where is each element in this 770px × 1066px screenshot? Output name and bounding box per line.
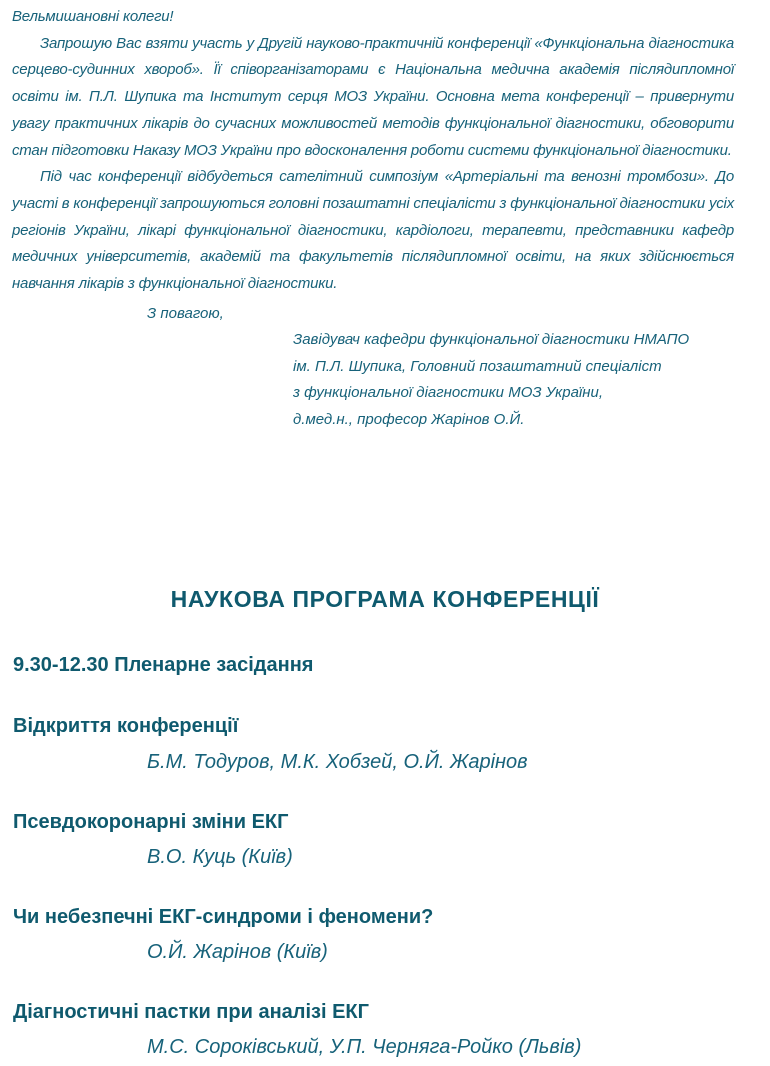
- letter-paragraph-1: Запрошую Вас взяти участь у Другій науково-практичній конференції «Функціональна діагностика серцево-судинних хвороб». Її співорганізаторами є Національна медична академія післядипломної освіти ім. П.Л. Шупика та Інститут серця МОЗ України. Основна мета конференції – привернути увагу практичних лікарів до сучасних можливостей методів функціональної діагностики, обговорити стан підготовки Наказу МОЗ України про вдосконалення роботи системи функціональної діагностики.: [12, 34, 734, 159]
- letter-signature: [293, 327, 689, 434]
- signature-line: ім. П.Л. Шупика, Головний позаштатний спеціаліст: [293, 357, 662, 375]
- letter-greeting: Вельмишановні колеги!: [12, 8, 174, 25]
- signature-line: д.мед.н., професор Жарінов О.Й.: [293, 411, 525, 429]
- talk-authors: Б.М. Тодуров, М.К. Хобзей, О.Й. Жарінов: [147, 751, 528, 773]
- talk-authors: М.С. Сороківський, У.П. Черняга-Ройко (Львів): [147, 1036, 582, 1058]
- signature-line: Завідувач кафедри функціональної діагностики НМАПО: [293, 331, 690, 348]
- letter-paragraph-2: Під час конференції відбудеться сателітний симпозіум «Артеріальні та венозні тромбози». До участі в конференції запрошуються головні позаштатні спеціалісти з функціональної діагностики усіх регіонів України, лікарі функціональної діагностики, кардіологи, терапевти, представники кафедр медичних університетів, академій та факультетів післядипломної освіти, на яких здійснюється навчання лікарів з функціональної діагностики.: [12, 168, 734, 293]
- session-heading: 9.30-12.30 Пленарне засідання: [13, 654, 314, 676]
- talk-title: Чи небезпечні ЕКГ-синдроми і феномени?: [13, 906, 434, 928]
- signature-line: з функціональної діагностики МОЗ України,: [293, 384, 604, 402]
- talk-title: Діагностичні пастки при аналізі ЕКГ: [13, 1001, 369, 1023]
- program-title: НАУКОВА ПРОГРАМА КОНФЕРЕНЦІЇ: [170, 586, 600, 612]
- talk-title: Псевдокоронарні зміни ЕКГ: [13, 811, 289, 833]
- talk-authors: О.Й. Жарінов (Київ): [147, 941, 328, 963]
- invitation-letter: [12, 4, 734, 298]
- letter-closing: З повагою,: [147, 305, 224, 322]
- talk-title: Відкриття конференції: [13, 715, 239, 737]
- talk-authors: В.О. Куць (Київ): [147, 846, 293, 868]
